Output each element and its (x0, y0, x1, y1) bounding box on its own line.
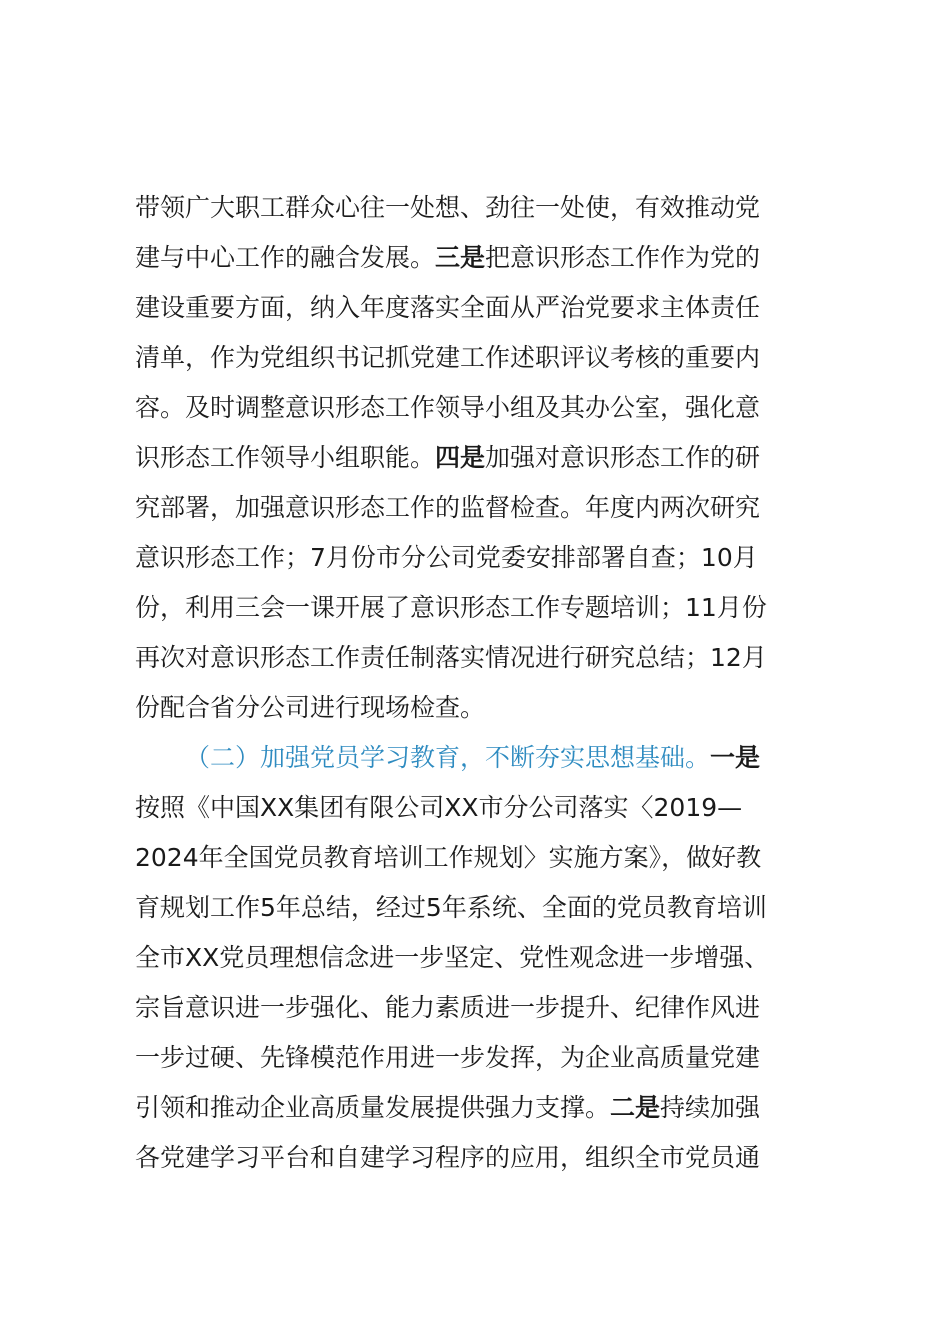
text-line (135, 183, 835, 233)
text-run: 持续加强 (660, 1093, 761, 1122)
text-line (135, 933, 835, 983)
text-run: 再次对意识形态工作责任制落实情况进行研究总结；12月 (135, 643, 767, 672)
document-body (135, 183, 835, 1183)
text-run: 按照《中国XX集团有限公司XX市分公司落实〈2019— (135, 793, 743, 822)
text-line (135, 1033, 835, 1083)
item-marker: 二是 (610, 1093, 661, 1122)
text-run: 2024年全国党员教育培训工作规划〉实施方案》，做好教 (135, 843, 762, 872)
text-run: 宗旨意识进一步强化、能力素质进一步提升、纪律作风进 (135, 993, 761, 1022)
text-run: 意识形态工作；7月份市分公司党委安排部署自查；10月 (135, 543, 758, 572)
text-run: 建设重要方面，纳入年度落实全面从严治党要求主体责任 (135, 293, 761, 322)
text-line (135, 483, 835, 533)
text-line (135, 1133, 835, 1183)
text-run: 育规划工作5年总结，经过5年系统、全面的党员教育培训 (135, 893, 767, 922)
text-run: 一步过硬、先锋模范作用进一步发挥，为企业高质量党建 (135, 1043, 761, 1072)
text-run: 加强对意识形态工作的研 (485, 443, 761, 472)
text-line (135, 883, 835, 933)
text-line (135, 983, 835, 1033)
text-line (135, 683, 835, 733)
text-line (135, 383, 835, 433)
text-line (135, 333, 835, 383)
text-run: 清单，作为党组织书记抓党建工作述职评议考核的重要内 (135, 343, 761, 372)
text-line (135, 583, 835, 633)
section-heading-line (135, 733, 835, 783)
text-run: 带领广大职工群众心往一处想、劲往一处使，有效推动党 (135, 193, 761, 222)
text-run: 究部署，加强意识形态工作的监督检查。年度内两次研究 (135, 493, 761, 522)
text-run: 各党建学习平台和自建学习程序的应用，组织全市党员通 (135, 1143, 761, 1172)
text-line (135, 233, 835, 283)
text-run: 全市XX党员理想信念进一步坚定、党性观念进一步增强、 (135, 943, 770, 972)
text-line (135, 283, 835, 333)
text-line (135, 633, 835, 683)
text-line (135, 783, 835, 833)
text-line (135, 1083, 835, 1133)
text-line (135, 533, 835, 583)
item-marker: 三是 (435, 243, 486, 272)
text-run: 份配合省分公司进行现场检查。 (135, 693, 486, 722)
item-marker: 一是 (710, 743, 761, 772)
text-run: 引领和推动企业高质量发展提供强力支撑。 (135, 1093, 611, 1122)
text-line (135, 433, 835, 483)
text-line (135, 833, 835, 883)
section-heading: （二）加强党员学习教育，不断夯实思想基础。 (185, 743, 711, 772)
text-run: 容。及时调整意识形态工作领导小组及其办公室，强化意 (135, 393, 761, 422)
text-run: 建与中心工作的融合发展。 (135, 243, 436, 272)
item-marker: 四是 (435, 443, 486, 472)
text-run: 份，利用三会一课开展了意识形态工作专题培训；11月份 (135, 593, 767, 622)
text-run: 把意识形态工作作为党的 (485, 243, 761, 272)
text-run: 识形态工作领导小组职能。 (135, 443, 436, 472)
